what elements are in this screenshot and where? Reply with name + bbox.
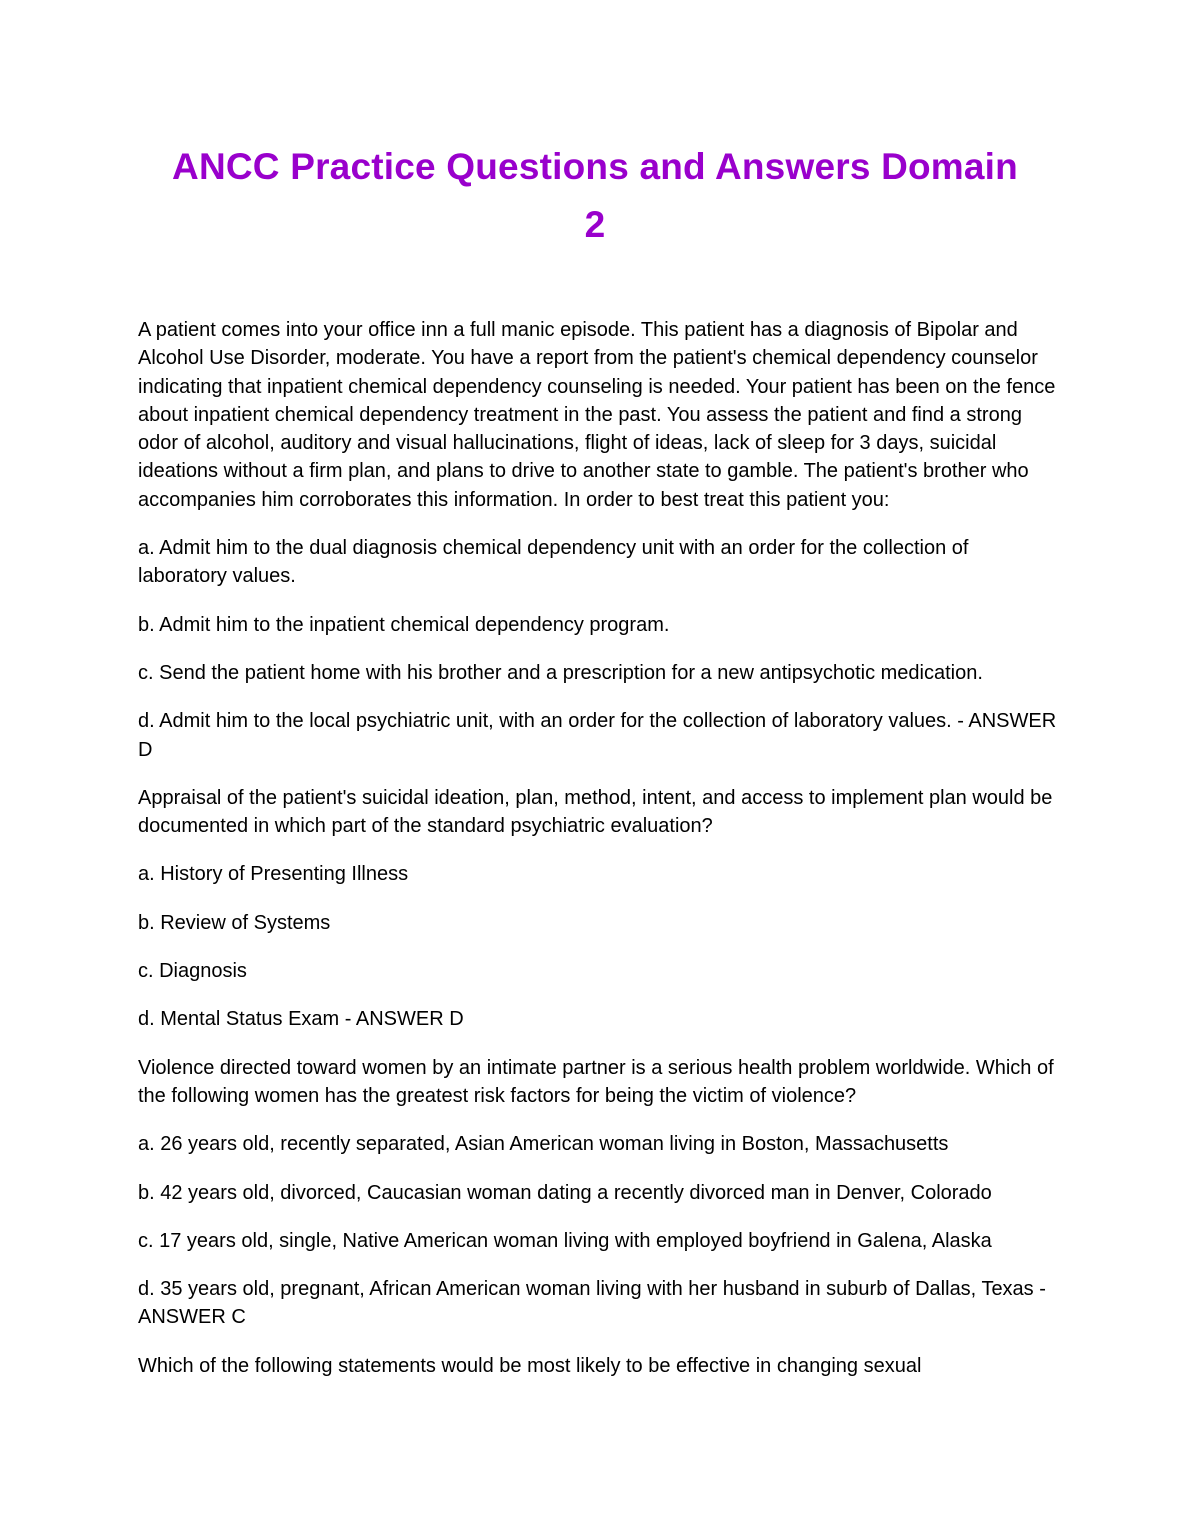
question-1-stem: A patient comes into your office inn a full manic episode. This patient has a diagnosis of Bipolar and Alcohol Use Disorder, moderate. You have a report from the patient's chemical dependency counselor indicating that inpatient chemical dependency counseling is needed. Your patient has been on the fence about inpatient chemical dependency treatment in the past. You assess the patient and find a strong odor of alcohol, auditory and visual hallucinations, flight of ideas, lack of sleep for 3 days, suicidal ideations without a firm plan, and plans to drive to another state to gamble. The patient's brother who accompanies him corroborates this information. In order to best treat this patient you: — [138, 319, 1056, 511]
question-1-option-d: d. Admit him to the local psychiatric unit, with an order for the collection of laboratory values. - ANSWER D — [138, 710, 1057, 761]
question-1-option-b: b. Admit him to the inpatient chemical dependency program. — [138, 613, 670, 636]
question-3-option-a: a. 26 years old, recently separated, Asian American woman living in Boston, Massachusetts — [138, 1133, 949, 1156]
question-2-option-a: a. History of Presenting Illness — [138, 863, 409, 886]
question-3-option-c: c. 17 years old, single, Native American woman living with employed boyfriend in Galena, Alaska — [138, 1229, 992, 1252]
question-2-option-d: d. Mental Status Exam - ANSWER D — [138, 1008, 464, 1031]
question-2-option-c: c. Diagnosis — [138, 960, 247, 983]
question-2-option-b: b. Review of Systems — [138, 911, 331, 934]
document-body — [138, 316, 1058, 1400]
question-1-option-a: a. Admit him to the dual diagnosis chemical dependency unit with an order for the collection of laboratory values. — [138, 537, 969, 588]
question-3-stem: Violence directed toward women by an intimate partner is a serious health problem worldwide. Which of the following women has the greatest risk factors for being the victim of violence? — [138, 1056, 1054, 1107]
question-3-option-b: b. 42 years old, divorced, Caucasian woman dating a recently divorced man in Denver, Colorado — [138, 1181, 992, 1204]
title-line-2: 2 — [584, 204, 606, 245]
question-2-stem: Appraisal of the patient's suicidal ideation, plan, method, intent, and access to implement plan would be documented in which part of the standard psychiatric evaluation? — [138, 786, 1053, 838]
question-1-option-c: c. Send the patient home with his brother and a prescription for a new antipsychotic medication. — [138, 661, 983, 684]
document-title — [120, 138, 1070, 254]
question-3-option-d: d. 35 years old, pregnant, African American woman living with her husband in suburb of Dallas, Texas - ANSWER C — [138, 1278, 1046, 1329]
question-4-stem: Which of the following statements would be most likely to be effective in changing sexual — [138, 1354, 922, 1377]
title-line-1: ANCC Practice Questions and Answers Domain — [172, 146, 1018, 187]
